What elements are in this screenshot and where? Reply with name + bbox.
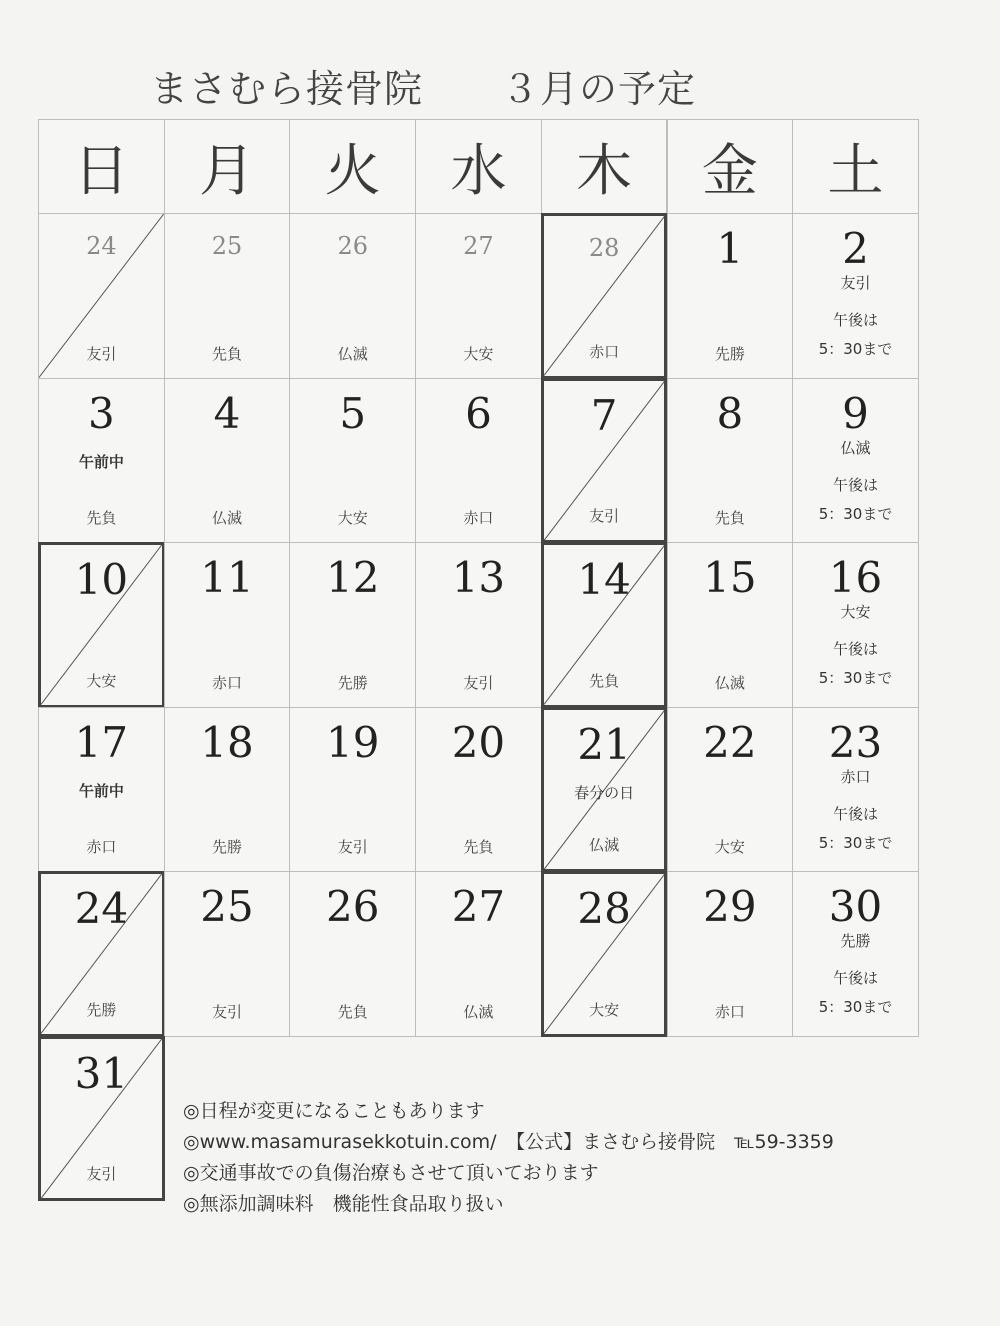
day-number: 5 <box>339 388 367 438</box>
day-number: 27 <box>463 232 494 260</box>
day-number: 13 <box>451 553 506 602</box>
day-note: 5：30まで <box>818 669 893 687</box>
day-note: 5：30まで <box>818 998 893 1016</box>
rokuyo-label: 先負 <box>212 344 243 363</box>
day-cell <box>415 213 542 379</box>
rokuyo-label: 仏滅 <box>337 344 368 363</box>
day-number: 12 <box>326 553 380 602</box>
day-number: 24 <box>86 232 117 260</box>
day-cell <box>38 707 165 873</box>
day-cell <box>667 378 794 544</box>
rokuyo-label: 友引 <box>86 1165 117 1183</box>
day-note: 午前中 <box>78 452 124 471</box>
weekday-header: 火 <box>289 119 416 214</box>
day-number: 26 <box>326 882 380 931</box>
rokuyo-label: 先負 <box>463 838 494 856</box>
day-cell <box>541 707 668 873</box>
rokuyo-label: 大安 <box>337 509 368 527</box>
footer-notes <box>183 1096 834 1220</box>
calendar-title <box>150 58 696 113</box>
day-cell <box>289 871 416 1037</box>
day-cell <box>38 871 165 1037</box>
day-cell <box>164 707 291 873</box>
month-label: ３月の予定 <box>501 67 697 111</box>
rokuyo-label: 仏滅 <box>589 836 620 854</box>
day-number: 2 <box>842 224 869 273</box>
day-note: 赤口 <box>840 767 871 786</box>
rokuyo-label: 赤口 <box>86 838 117 856</box>
day-cell <box>38 542 165 708</box>
rokuyo-label: 大安 <box>463 344 494 363</box>
day-note: 5：30まで <box>818 504 893 523</box>
day-number: 10 <box>74 555 129 604</box>
day-cell <box>415 378 542 544</box>
day-number: 25 <box>200 882 254 931</box>
day-note: 仏滅 <box>840 438 871 457</box>
rokuyo-label: 先負 <box>714 509 745 527</box>
day-note: 午後は <box>833 311 879 329</box>
day-cell <box>541 542 668 708</box>
weekday-header: 日 <box>38 119 165 214</box>
rokuyo-label: 先負 <box>86 509 117 527</box>
day-cell <box>289 213 416 379</box>
day-number: 22 <box>703 717 757 767</box>
rokuyo-label: 仏滅 <box>212 509 243 527</box>
day-cell <box>792 213 919 379</box>
rokuyo-label: 先負 <box>337 1002 368 1021</box>
day-cell <box>164 213 291 379</box>
clinic-name: まさむら接骨院 <box>150 67 424 111</box>
day-number: 11 <box>200 553 254 602</box>
rokuyo-label: 大安 <box>589 1000 620 1019</box>
day-note: 友引 <box>840 274 871 292</box>
rokuyo-label: 友引 <box>589 507 620 525</box>
weekday-header: 土 <box>792 119 919 214</box>
day-cell <box>541 871 668 1037</box>
day-cell <box>38 1036 165 1202</box>
day-number: 20 <box>451 717 506 767</box>
day-number: 17 <box>74 717 129 767</box>
day-cell <box>289 378 416 544</box>
rokuyo-label: 友引 <box>212 1002 243 1021</box>
day-cell <box>792 542 919 708</box>
rokuyo-label: 友引 <box>86 344 117 363</box>
day-cell <box>289 542 416 708</box>
rokuyo-label: 赤口 <box>589 342 620 361</box>
day-note: 5：30まで <box>818 340 893 358</box>
day-note: 午後は <box>833 804 879 823</box>
day-cell <box>667 871 794 1037</box>
footer-line: ◎日程が変更になることもあります <box>183 1100 485 1122</box>
day-cell <box>415 871 542 1037</box>
day-number: 19 <box>326 717 380 767</box>
rokuyo-label: 友引 <box>337 838 368 856</box>
weekday-header: 月 <box>164 119 291 214</box>
day-number: 16 <box>828 553 883 602</box>
rokuyo-label: 友引 <box>463 673 494 692</box>
weekday-header: 金 <box>667 119 794 214</box>
rokuyo-label: 赤口 <box>463 509 494 527</box>
day-number: 24 <box>74 884 129 933</box>
day-number: 21 <box>577 719 631 769</box>
day-cell <box>164 378 291 544</box>
day-cell <box>792 707 919 873</box>
day-cell <box>164 542 291 708</box>
day-number: 28 <box>577 884 631 933</box>
day-number: 18 <box>200 717 254 767</box>
day-note: 大安 <box>840 603 871 621</box>
day-note: 5：30まで <box>818 833 893 852</box>
day-number: 8 <box>716 388 744 438</box>
rokuyo-label: 先勝 <box>86 1000 117 1019</box>
day-number: 1 <box>716 224 744 273</box>
day-note: 春分の日 <box>574 783 635 802</box>
day-cell <box>792 378 919 544</box>
day-cell <box>541 378 668 544</box>
rokuyo-label: 先勝 <box>212 838 243 856</box>
rokuyo-label: 先勝 <box>714 344 745 363</box>
rokuyo-label: 仏滅 <box>463 1002 494 1021</box>
day-note: 午前中 <box>78 781 124 800</box>
day-number: 23 <box>828 717 883 767</box>
day-cell <box>415 707 542 873</box>
day-number: 31 <box>74 1048 129 1098</box>
rokuyo-label: 大安 <box>86 671 117 690</box>
day-cell <box>38 213 165 379</box>
day-cell <box>164 871 291 1037</box>
day-number: 4 <box>213 388 241 438</box>
rokuyo-label: 先勝 <box>337 673 368 692</box>
day-note: 午後は <box>833 640 879 658</box>
footer-line: ◎無添加調味料 機能性食品取り扱い <box>183 1193 504 1215</box>
footer-line: ◎交通事故での負傷治療もさせて頂いております <box>183 1162 599 1184</box>
day-cell <box>415 542 542 708</box>
day-number: 6 <box>465 388 492 438</box>
day-cell <box>541 213 668 379</box>
day-number: 14 <box>577 555 631 604</box>
day-cell <box>792 871 919 1037</box>
day-number: 3 <box>87 388 115 438</box>
day-cell <box>289 707 416 873</box>
footer-line: ◎www.masamurasekkotuin.com/ 【公式】まさむら接骨院 ℡59-3359 <box>183 1131 834 1153</box>
day-number: 7 <box>590 390 618 440</box>
day-number: 30 <box>828 882 883 931</box>
day-number: 9 <box>842 388 869 438</box>
day-note: 午後は <box>833 969 879 987</box>
day-number: 28 <box>588 234 620 262</box>
day-cell <box>38 378 165 544</box>
rokuyo-label: 仏滅 <box>714 673 745 692</box>
rokuyo-label: 赤口 <box>212 673 243 692</box>
day-number: 27 <box>451 882 506 931</box>
weekday-header: 木 <box>541 119 668 214</box>
weekday-header: 水 <box>415 119 542 214</box>
day-number: 15 <box>703 553 757 602</box>
day-cell <box>667 542 794 708</box>
day-number: 29 <box>703 882 757 931</box>
day-note: 午後は <box>833 475 879 494</box>
day-cell <box>667 213 794 379</box>
rokuyo-label: 赤口 <box>714 1002 745 1021</box>
day-number: 25 <box>211 232 243 260</box>
rokuyo-label: 大安 <box>714 838 745 856</box>
day-note: 先勝 <box>840 932 871 950</box>
rokuyo-label: 先負 <box>589 671 620 690</box>
day-cell <box>667 707 794 873</box>
day-number: 26 <box>337 232 368 260</box>
